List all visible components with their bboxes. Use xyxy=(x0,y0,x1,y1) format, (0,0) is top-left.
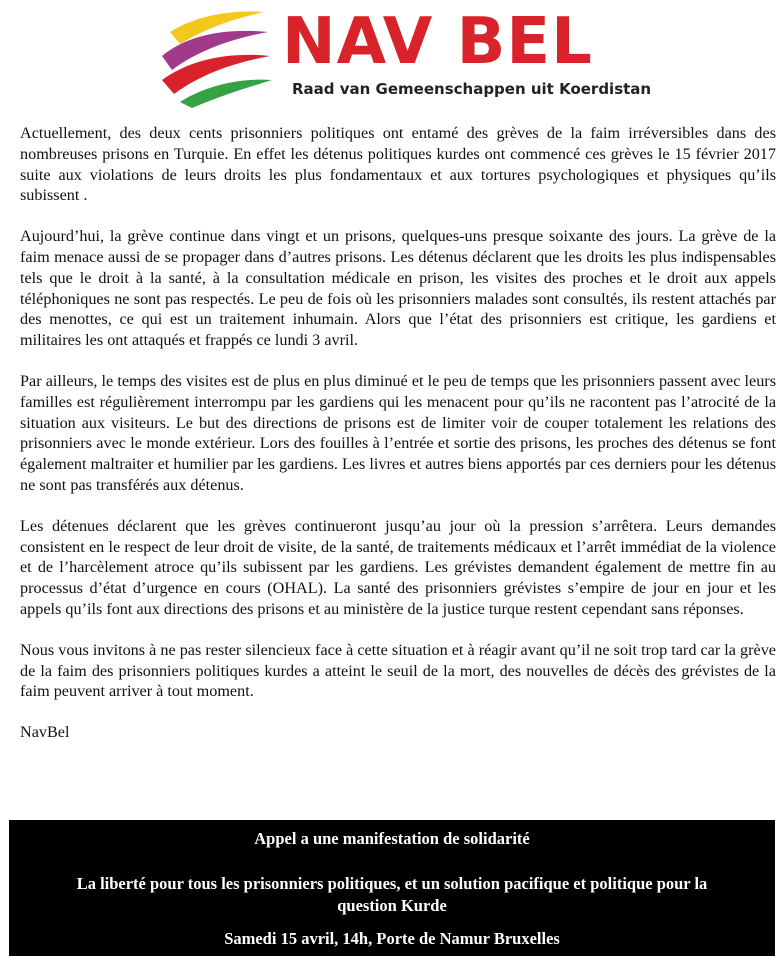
paragraph-3: Par ailleurs, le temps des visites est de plus en plus diminué et le peu de temps que les prisonniers passent avec leurs familles est régulièrement interrompu par les gardiens qui les menacent pour qu’ils ne racontent pas l’atrocité de la situation aux visiteurs. Le but des directions de prisons est de limiter voir de couper totalement les relations des prisonniers avec le monde extérieur. Lors des fouilles à l’entrée et sortie des prisons, les proches des détenus se font également maltraiter et humilier par les gardiens. Les livres et autres biens apportés par ces derniers pour les détenus ne sont pas transférés aux détenus. xyxy=(20,371,776,494)
navbel-logo-icon xyxy=(158,4,276,108)
brand-subtitle: Raad van Gemeenschappen uit Koerdistan xyxy=(292,80,652,98)
callout-message: La liberté pour tous les prisonniers politiques, et un solution pacifique et politique pour la question Kurde xyxy=(76,874,708,915)
callout-title: Appel a une manifestation de solidarité xyxy=(254,829,530,848)
paragraph-5: Nous vous invitons à ne pas rester silencieux face à cette situation et à réagir avant qu’il ne soit trop tard car la grève de la faim des prisonniers politiques kurdes a atteint le seuil de la mort, des nouvelles de décès des grévistes de la faim peuvent arriver à tout moment. xyxy=(20,640,776,701)
header xyxy=(0,0,784,112)
article-body xyxy=(20,123,776,763)
callout-event: Samedi 15 avril, 14h, Porte de Namur Bruxelles xyxy=(224,929,560,948)
paragraph-2: Aujourd’hui, la grève continue dans vingt et un prisons, quelques-uns presque soixante des jours. La grève de la faim menace aussi de se propager dans d’autres prisons. Les détenus déclarent que les droits les plus indispensables tels que le droit à la santé, à la consultation médicale en prison, les visites des proches et le droit aux appels téléphoniques ne sont pas respectés. Le peu de fois où les prisonniers malades sont consultés, ils restent attachés par des menottes, ce qui est un traitement inhumain. Alors que l’état des prisonniers est critique, les gardiens et militaires les ont attaqués et frappés ce lundi 3 avril. xyxy=(20,227,776,350)
paragraph-1: Actuellement, des deux cents prisonniers politiques ont entamé des grèves de la faim irréversibles dans des nombreuses prisons en Turquie. En effet les détenus politiques kurdes ont commencé ces grèves le 15 février 2017 suite aux violations de leurs droits les plus fondamentaux et aux tortures psychologiques et physiques qu’ils subissent . xyxy=(20,124,776,205)
solidarity-callout xyxy=(9,820,775,956)
paragraph-4: Les détenues déclarent que les grèves continueront jusqu’au jour où la pression s’arrêtera. Leurs demandes consistent en le respect de leur droit de visite, de la santé, de traitements médicaux et l’arrêt immédiat de la violence et de l’harcèlement atroce qu’ils subissent par les gardiens. Les grévistes demandent également de mettre fin au processus d’état d’urgence en cours (OHAL). La santé des prisonniers grévistes s’empire de jour en jour et les appels qu’ils font aux directions des prisons et au ministère de la justice turque restent cependant sans réponses. xyxy=(20,516,776,618)
signature: NavBel xyxy=(20,723,70,742)
logo-swoosh-green xyxy=(180,80,272,108)
brand-name: NAV BEL xyxy=(282,5,593,79)
